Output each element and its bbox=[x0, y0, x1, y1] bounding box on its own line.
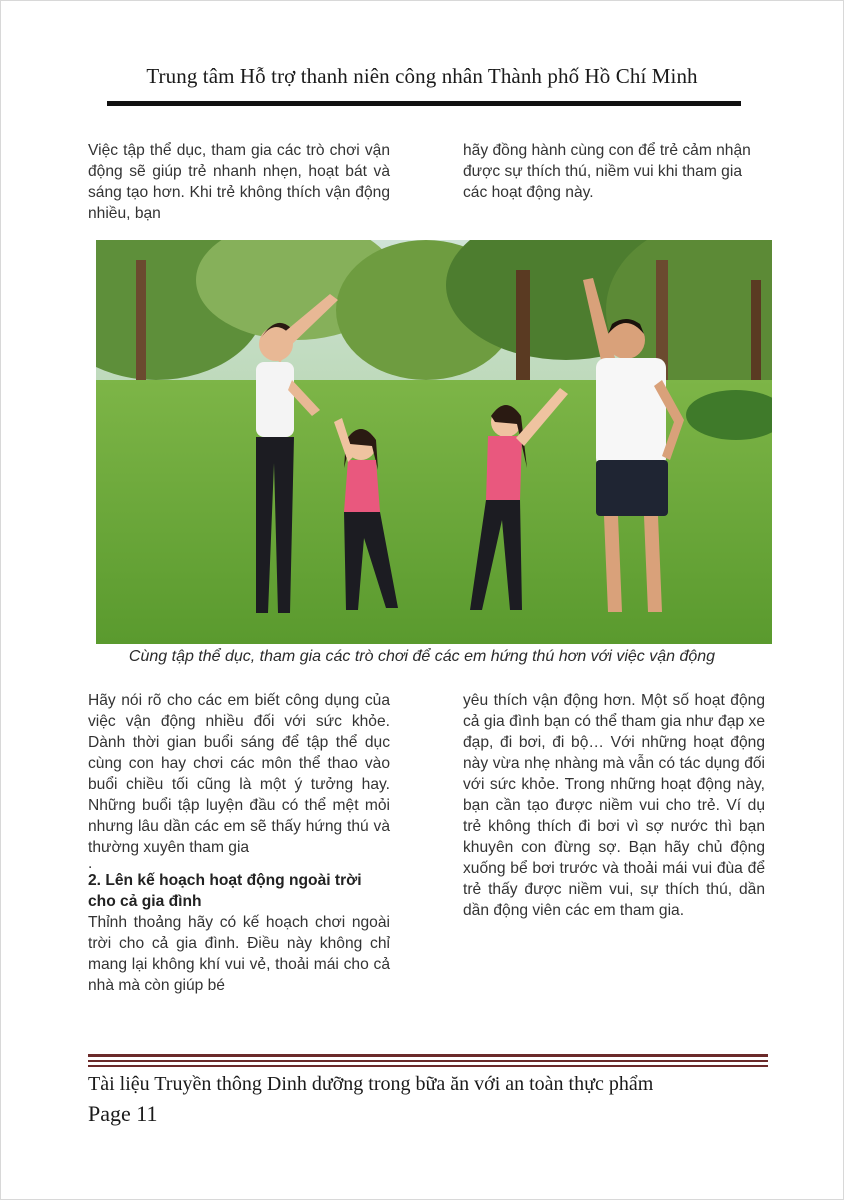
header-rule bbox=[107, 101, 741, 106]
footer-rule-middle bbox=[88, 1060, 768, 1062]
section-heading: 2. Lên kế hoạch hoạt động ngoài trời cho cả gia đình bbox=[88, 872, 362, 910]
footer-rule-top bbox=[88, 1054, 768, 1057]
intro-paragraph-right: hãy đồng hành cùng con để trẻ cảm nhận được sự thích thú, niềm vui khi tham gia các hoạt động này. bbox=[463, 142, 751, 201]
photo-caption: Cùng tập thể dục, tham gia các trò chơi để các em hứng thú hơn với việc vận động bbox=[128, 648, 716, 665]
intro-paragraph-left: Việc tập thể dục, tham gia các trò chơi vận động sẽ giúp trẻ nhanh nhẹn, hoạt bát và sáng tạo hơn. Khi trẻ không thích vận động nhiều, bạn bbox=[88, 142, 390, 222]
intro-column-right bbox=[463, 140, 765, 203]
body-paragraph-1: Hãy nói rõ cho các em biết công dụng của việc vận động nhiều đối với sức khỏe. Dành thời gian buổi sáng để tập thể dục cùng con hay chơi các môn thể thao vào buổi chiều tối cũng là một ý tưởng hay. Những buổi tập luyện đầu có thể mệt mỏi nhưng lâu dần các em sẽ thấy hứng thú và thường xuyên tham gia bbox=[88, 692, 390, 856]
family-exercise-photo bbox=[96, 240, 772, 644]
page-number: Page 11 bbox=[88, 1101, 158, 1126]
footer-title: Tài liệu Truyền thông Dinh dưỡng trong bữa ăn với an toàn thực phẩm bbox=[88, 1073, 654, 1095]
page-header-title: Trung tâm Hỗ trợ thanh niên công nhân Thành phố Hồ Chí Minh bbox=[146, 64, 698, 88]
body-paragraph-2: Thỉnh thoảng hãy có kế hoạch chơi ngoài trời cho cả gia đình. Điều này không chỉ mang lại không khí vui vẻ, thoải mái cho cả nhà mà còn giúp bé bbox=[88, 914, 390, 994]
footer-rule-bottom bbox=[88, 1065, 768, 1067]
stray-period: . bbox=[88, 855, 93, 872]
body-column-left bbox=[88, 690, 390, 996]
body-column-right bbox=[463, 690, 765, 921]
body-paragraph-3: yêu thích vận động hơn. Một số hoạt động cả gia đình bạn có thể tham gia như đạp xe đạp, đi bơi, đi bộ… Với những hoạt động này vừa nhẹ nhàng mà vẫn có tác dụng đối với sức khỏe. Trong những hoạt động này, bạn cần tạo được niềm vui cho trẻ. Ví dụ trẻ không thích đi bơi vì sợ nước thì bạn khuyên con đừng sợ. Bạn hãy chủ động xuống bể bơi trước và thoải mái vui đùa để trẻ thấy được niềm vui, sự thích thú, dần dần động viên các em tham gia. bbox=[463, 692, 765, 919]
intro-column-left bbox=[88, 140, 390, 224]
